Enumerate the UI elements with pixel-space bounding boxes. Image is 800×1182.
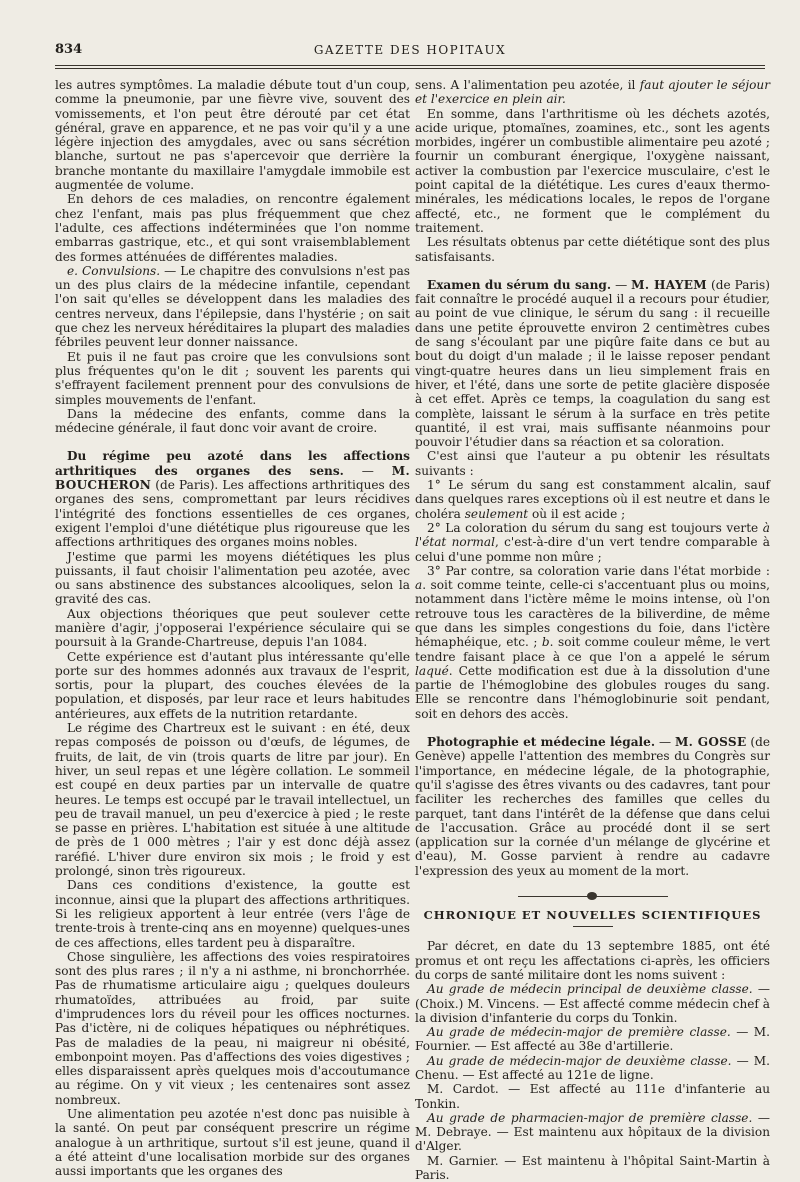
- running-title: GAZETTE DES HOPITAUX: [313, 43, 507, 57]
- paragraph: Par décret, en date du 13 septembre 1885, ont été promus et ont reçu les affectations ci-après, les officiers du corps de santé militaire dont les noms suivent :: [415, 939, 770, 982]
- chronique-heading: CHRONIQUE ET NOUVELLES SCIENTIFIQUES: [423, 908, 762, 923]
- section-ornament: [518, 892, 668, 902]
- paragraph: e. Convulsions. — Le chapitre des convulsions n'est pas un des plus clairs de la médecine infantile, cependant l'on sait qu'elles se développent dans les maladies des centres nerveux, dans l'épilepsie, dans l'hystérie ; on sait que chez les nerveux héréditaires la plupart des maladies fébriles peuvent leur donner naissance.: [55, 263, 410, 350]
- paragraph: sens. A l'alimentation peu azotée, il faut ajouter le séjour et l'exercice en plein air.: [415, 78, 770, 107]
- paragraph: J'estime que parmi les moyens diététiques les plus puissants, il faut choisir l'alimentation peu azotée, avec ou sans abstinence des substances alcooliques, selon la gravité des cas.: [55, 549, 410, 607]
- author-name: M. GOSSE: [674, 735, 747, 750]
- author-name: M. HAYEM: [631, 277, 707, 292]
- paragraph: Dans la médecine des enfants, comme dans la médecine générale, il faut donc voir avant de croire.: [55, 406, 410, 436]
- paragraph: Les résultats obtenus par cette diététique sont des plus satisfaisants.: [415, 235, 770, 264]
- paragraph: M. Garnier. — Est maintenu à l'hôpital Saint-Martin à Paris.: [415, 1153, 770, 1182]
- page-header: [55, 42, 765, 62]
- list-item: 2° La coloration du sérum du sang est toujours verte à l'état normal, c'est-à-dire d'un vert tendre comparable à celui d'une pomme non mûre ;: [415, 520, 770, 564]
- paragraph: En dehors de ces maladies, on rencontre également chez l'enfant, mais pas plus fréquemment que chez l'adulte, ces affections indéterminées que l'on nomme embarras gastrique, etc., et qui sont vraisemblablement des formes atténuées de différentes maladies.: [55, 192, 410, 264]
- section-serum-sang: Examen du sérum du sang. — M. HAYEM (de Paris) fait connaître le procédé auquel il a recours pour étudier, au point de vue clinique, le sérum du sang : il recueille dans une petite éprouvette environ 2 centimètres cubes de sang s'écoulant par une piqûre faite dans ce but au bout du doigt d'un malade ; il le laisse reposer pendant vingt-quatre heures dans un lieu simplement frais en hiver, et l'été, dans une sorte de petite glacière disposée à cet effet. Après ce temps, la coagulation du sang est complète, laissant le sérum à la surface en très petite quantité, il est vrai, mais suffisante néanmoins pour pouvoir l'étudier dans sa réaction et sa coloration.: [415, 277, 770, 450]
- paragraph: Au grade de pharmacien-major de première classe. — M. Debraye. — Est maintenu aux hôpitaux de la division d'Alger.: [415, 1110, 770, 1154]
- section-regime-azote: Du régime peu azoté dans les affections arthritiques des organes des sens. — M. BOUCHERON (de Paris). Les affections arthritiques des organes des sens, compromettant par leurs récidives l'intégrité des fonctions essentielles de ces organes, exigent l'emploi d'une diététique plus rigoureuse que les affections arthritiques des organes moins nobles.: [55, 449, 410, 550]
- header-rule-double: [55, 68, 765, 69]
- section-heading: Examen du sérum du sang.: [427, 277, 612, 292]
- convulsions-label: e. Convulsions.: [67, 263, 161, 278]
- chronique-rule: [573, 926, 613, 927]
- paragraph: En somme, dans l'arthritisme où les déchets azotés, acide urique, ptomaïnes, zoamines, etc., sont les agents morbides, ingérer un combustible alimentaire peu azoté ; fournir un comburant énergique, l'oxygène naissant, activer la combustion par l'exercice musculaire, c'est le point capital de la diététique. Les cures d'eaux thermo-minérales, les médications locales, le repos de l'organe affecté, etc., ne forment que le complément du traitement.: [415, 106, 770, 235]
- paragraph: Le régime des Chartreux est le suivant : en été, deux repas composés de poisson ou d'œufs, de légumes, de fruits, de lait, de vin (trois quarts de litre par jour). En hiver, un seul repas et une légère collation. Le sommeil est coupé en deux parties par un intervalle de quatre heures. Le temps est occupé par le travail intellectuel, un peu de travail manuel, un peu d'exercice à pied ; le reste se passe en prières. L'habitation est située à une altitude de près de 1 000 mètres ; l'air y est donc déjà assez raréfié. L'hiver dure environ six mois ; le froid y est prolongé, sinon très rigoureux.: [55, 721, 410, 879]
- section-heading: Photographie et médecine légale.: [427, 735, 656, 750]
- paragraph: Et puis il ne faut pas croire que les convulsions sont plus fréquentes qu'on le dit ; souvent les parents qui s'effrayent facilement prennent pour des convulsions de simples mouvements de l'enfant.: [55, 349, 410, 407]
- list-item: 3° Par contre, sa coloration varie dans l'état morbide : a. soit comme teinte, celle-ci s'accentuant plus ou moins, notamment dans l'ictère même le moins intense, où l'on retrouve tous les caractères de la biliverdine, de même que dans les simples congestions du foie, dans l'ictère hémaphéique, etc. ; b. soit comme couleur même, le vert tendre faisant place à ce que l'on a appelé le sérum laqué. Cette modification est due à la dissolution d'une partie de l'hémoglobine des globules rouges du sang. Elle se rencontre dans l'hémoglobinurie soit pendant, soit en dehors des accès.: [415, 563, 771, 721]
- paragraph: Une alimentation peu azotée n'est donc pas nuisible à la santé. On peut par conséquent prescrire un régime analogue à un arthritique, surtout s'il est jeune, quand il a été atteint d'une localisation morbide sur des organes aussi importants que les organes des: [55, 1107, 410, 1179]
- section-heading: Du régime peu azoté dans les affections arthritiques des organes des sens.: [55, 449, 410, 478]
- section-photographie: Photographie et médecine légale. — M. GOSSE (de Genève) appelle l'attention des membres du Congrès sur l'importance, en médecine légale, de la photographie, qu'il s'agisse des êtres vivants ou des cadavres, tant pour faciliter les recherches des familles que celles du parquet, tant dans l'intérêt de la défense que dans celui de l'accusation. Grâce au procédé dont il se sert (application sur la cornée d'un mélange de glycérine et d'eau), M. Gosse parvient à rendre au cadavre l'expression des yeux au moment de la mort.: [415, 735, 770, 878]
- paragraph: C'est ainsi que l'auteur a pu obtenir les résultats suivants :: [415, 449, 770, 478]
- paragraph: Aux objections théoriques que peut soulever cette manière d'agir, j'opposerai l'expérience séculaire qui se poursuit à la Grande-Chartreuse, depuis l'an 1084.: [55, 606, 410, 650]
- paragraph: les autres symptômes. La maladie débute tout d'un coup, comme la pneumonie, par une fièvre vive, souvent des vomissements, et l'on peut être dérouté par cet état général, grave en apparence, et ne pas voir qu'il y a une légère injection des amygdales, avec ou sans sécrétion blanche, surtout ne pas s'apercevoir que derrière la branche montante du maxillaire l'amygdale immobile est augmentée de volume.: [55, 78, 410, 193]
- author-name: M. BOUCHERON: [55, 463, 410, 493]
- left-column: [55, 78, 410, 1179]
- paragraph: Au grade de médecin-major de deuxième classe. — M. Chenu. — Est affecté au 121e de ligne.: [415, 1053, 770, 1082]
- paragraph: Au grade de médecin-major de première classe. — M. Fournier. — Est affecté au 38e d'artillerie.: [415, 1025, 770, 1054]
- right-column: [415, 78, 770, 1182]
- paragraph: Cette expérience est d'autant plus intéressante qu'elle porte sur des hommes adonnés aux travaux de l'esprit, sortis, pour la plupart, des couches élevées de la population, et disposés, par leur race et leurs habitudes antérieures, aux effets de la nutrition retardante.: [55, 649, 410, 721]
- paragraph: M. Cardot. — Est affecté au 111e d'infanterie au Tonkin.: [415, 1082, 770, 1111]
- paragraph: Dans ces conditions d'existence, la goutte est inconnue, ainsi que la plupart des affections arthritiques. Si les religieux apportent à leur entrée (vers l'âge de trente-trois à trente-cinq ans en moyenne) quelques-unes de ces affections, elles tardent peu à disparaître.: [55, 878, 410, 950]
- paragraph: Chose singulière, les affections des voies respiratoires sont des plus rares ; il n'y a ni asthme, ni bronchorrhée. Pas de rhumatisme articulaire aigu ; quelques douleurs rhumatoïdes, attribuées au froid, par suite d'imprudences lors du réveil pour les offices nocturnes. Pas d'ictère, ni de coliques hépatiques ou néphrétiques. Pas de maladies de la peau, ni maigreur ni obésité, embonpoint moyen. Pas d'affections des voies digestives ; elles disparaissent après quelques mois d'accoutumance au régime. On y vit vieux ; les centenaires sont assez nombreux.: [55, 949, 410, 1107]
- ornament-dot: [587, 892, 597, 900]
- header-rule: [55, 65, 765, 66]
- list-item: 1° Le sérum du sang est constamment alcalin, sauf dans quelques rares exceptions où il est neutre et dans le choléra seulement où il est acide ;: [415, 478, 770, 521]
- paragraph: Au grade de médecin principal de deuxième classe. — (Choix.) M. Vincens. — Est affecté comme médecin chef à la division d'infanterie du corps du Tonkin.: [415, 982, 770, 1025]
- page-number: 834: [55, 42, 83, 57]
